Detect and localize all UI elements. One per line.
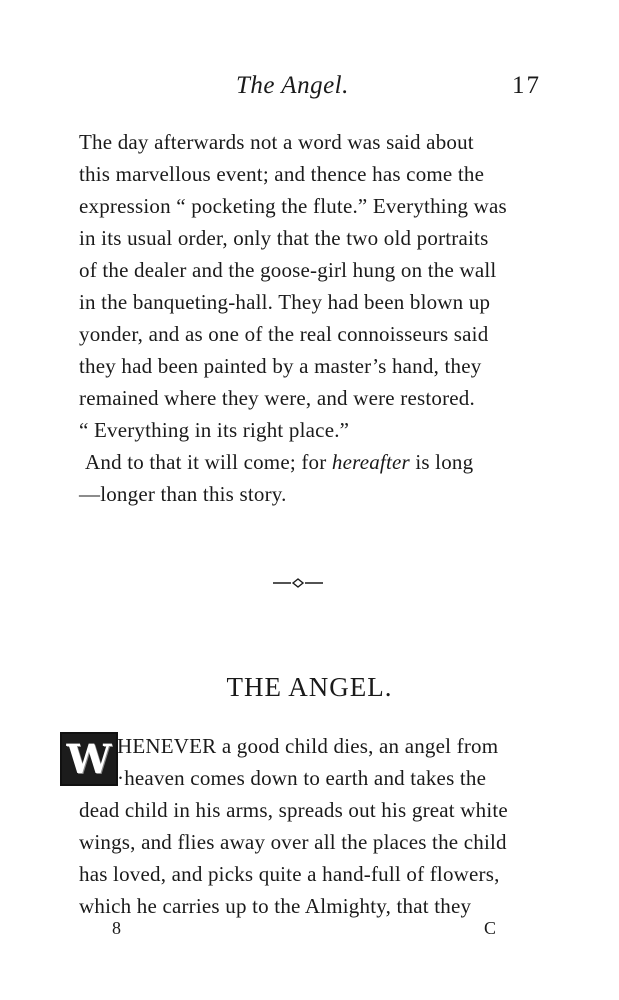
text-line: this marvellous event; and thence has come the — [79, 162, 485, 186]
text-line: which he carries up to the Almighty, that they — [79, 894, 472, 918]
dropcap-letter: W — [66, 735, 112, 783]
text-line: dead child in his arms, spreads out his great white — [79, 798, 508, 822]
paragraph-story-ending — [79, 126, 541, 510]
signature-mark-left: 8 — [112, 918, 121, 938]
text-line: expression “ pocketing the flute.” Everything was — [79, 194, 507, 218]
text-line — [79, 762, 541, 794]
running-title: The Angel. — [236, 72, 349, 99]
text-line: remained where they were, and were restored. — [79, 386, 475, 410]
text-line: has loved, and picks quite a hand-full of flowers, — [79, 862, 500, 886]
text-line: in the banqueting-hall. They had been blown up — [79, 290, 491, 314]
text-fragment: And to that it will come; for — [85, 450, 332, 474]
page-header — [0, 72, 619, 108]
text-fragment: HENEVER a good child dies, an angel from — [117, 734, 499, 758]
text-line: The day afterwards not a word was said about — [79, 130, 474, 154]
text-line: in its usual order, only that the two old portraits — [79, 226, 489, 250]
italic-word: hereafter — [331, 450, 410, 474]
page-number: 17 — [512, 72, 541, 99]
text-line: —longer than this story. — [79, 482, 287, 506]
text-fragment: ·heaven comes down to earth and takes the — [117, 766, 487, 790]
text-line: “ Everything in its right place.” — [79, 418, 350, 442]
text-line: wings, and flies away over all the places the child — [79, 830, 507, 854]
text-line — [79, 446, 541, 478]
paragraph-angel-opening — [79, 730, 541, 922]
text-line: of the dealer and the goose-girl hung on the wall — [79, 258, 497, 282]
signature-mark-right: C — [484, 918, 497, 938]
text-line: they had been painted by a master’s hand, they — [79, 354, 482, 378]
page-footer — [0, 918, 619, 942]
text-line — [79, 730, 541, 762]
text-line: yonder, and as one of the real connoisseurs said — [79, 322, 489, 346]
section-title: THE ANGEL. — [226, 672, 393, 702]
text-fragment: is long — [409, 450, 474, 474]
ornament-divider — [271, 576, 325, 590]
